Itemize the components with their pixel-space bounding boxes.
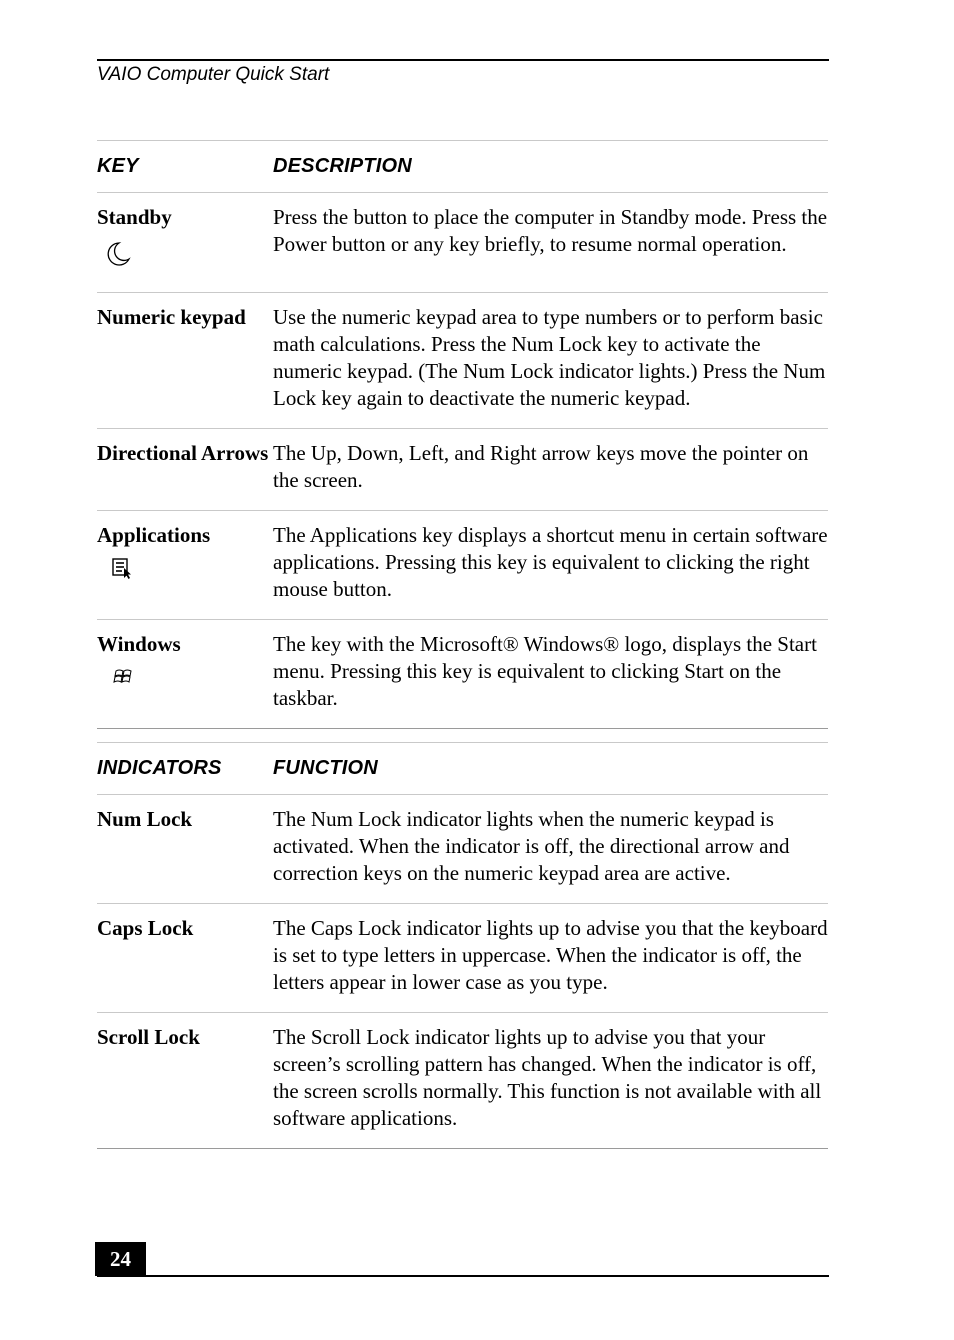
key-description: The Applications key displays a shortcut menu in certain software applications. Pressing this key is equivalent to clicking the right mouse button. (273, 511, 828, 620)
key-name: Windows (97, 632, 181, 656)
keys-table-header (97, 141, 828, 193)
indicator-description: The Num Lock indicator lights when the numeric keypad is activated. When the indicator is off, the directional arrow and correction keys on the numeric keypad area are active. (273, 795, 828, 904)
key-name: Standby (97, 205, 172, 229)
table-row (97, 1013, 828, 1149)
key-name: Numeric keypad (97, 305, 246, 329)
key-description: Press the button to place the computer in Standby mode. Press the Power button or any key briefly, to resume normal operation. (273, 193, 828, 293)
table-row (97, 429, 828, 511)
indicator-name: Caps Lock (97, 916, 194, 940)
footer-rule (97, 1275, 829, 1277)
key-description: The key with the Microsoft® Windows® logo, displays the Start menu. Pressing this key is equivalent to clicking Start on the taskbar. (273, 620, 828, 729)
page-number: 24 (95, 1242, 146, 1276)
indicator-name: Num Lock (97, 807, 193, 831)
running-head: VAIO Computer Quick Start (97, 64, 330, 85)
indicators-table-header (97, 743, 828, 795)
key-description: Use the numeric keypad area to type numbers or to perform basic math calculations. Press the Num Lock key to activate the numeric keypad. (The Num Lock indicator lights.) Press the Num Lock key again to deactivate the numeric keypad. (273, 293, 828, 429)
table-row (97, 904, 828, 1013)
key-name: Directional Arrows (97, 441, 269, 465)
keys-table (97, 140, 828, 729)
table-row (97, 795, 828, 904)
indicator-description: The Scroll Lock indicator lights up to advise you that your screen’s scrolling pattern has changed. When the indicator is off, the screen scrolls normally. This function is not available with all software applications. (273, 1013, 828, 1149)
indicator-name: Scroll Lock (97, 1025, 200, 1049)
key-description: The Up, Down, Left, and Right arrow keys move the pointer on the screen. (273, 429, 828, 511)
header-rule (97, 59, 829, 61)
column-header-function: FUNCTION (273, 743, 828, 795)
indicator-description: The Caps Lock indicator lights up to advise you that the keyboard is set to type letters in uppercase. When the indicator is off, the letters appear in lower case as you type. (273, 904, 828, 1013)
crescent-moon-icon (102, 239, 273, 276)
column-header-description: DESCRIPTION (273, 141, 828, 193)
table-row (97, 193, 828, 293)
menu-cursor-icon (111, 557, 273, 588)
table-row (97, 620, 828, 729)
table-row (97, 293, 828, 429)
table-row (97, 511, 828, 620)
indicators-table (97, 742, 828, 1149)
key-name: Applications (97, 523, 211, 547)
column-header-indicators: INDICATORS (97, 743, 273, 795)
column-header-key: KEY (97, 141, 273, 193)
windows-logo-icon (113, 666, 273, 695)
